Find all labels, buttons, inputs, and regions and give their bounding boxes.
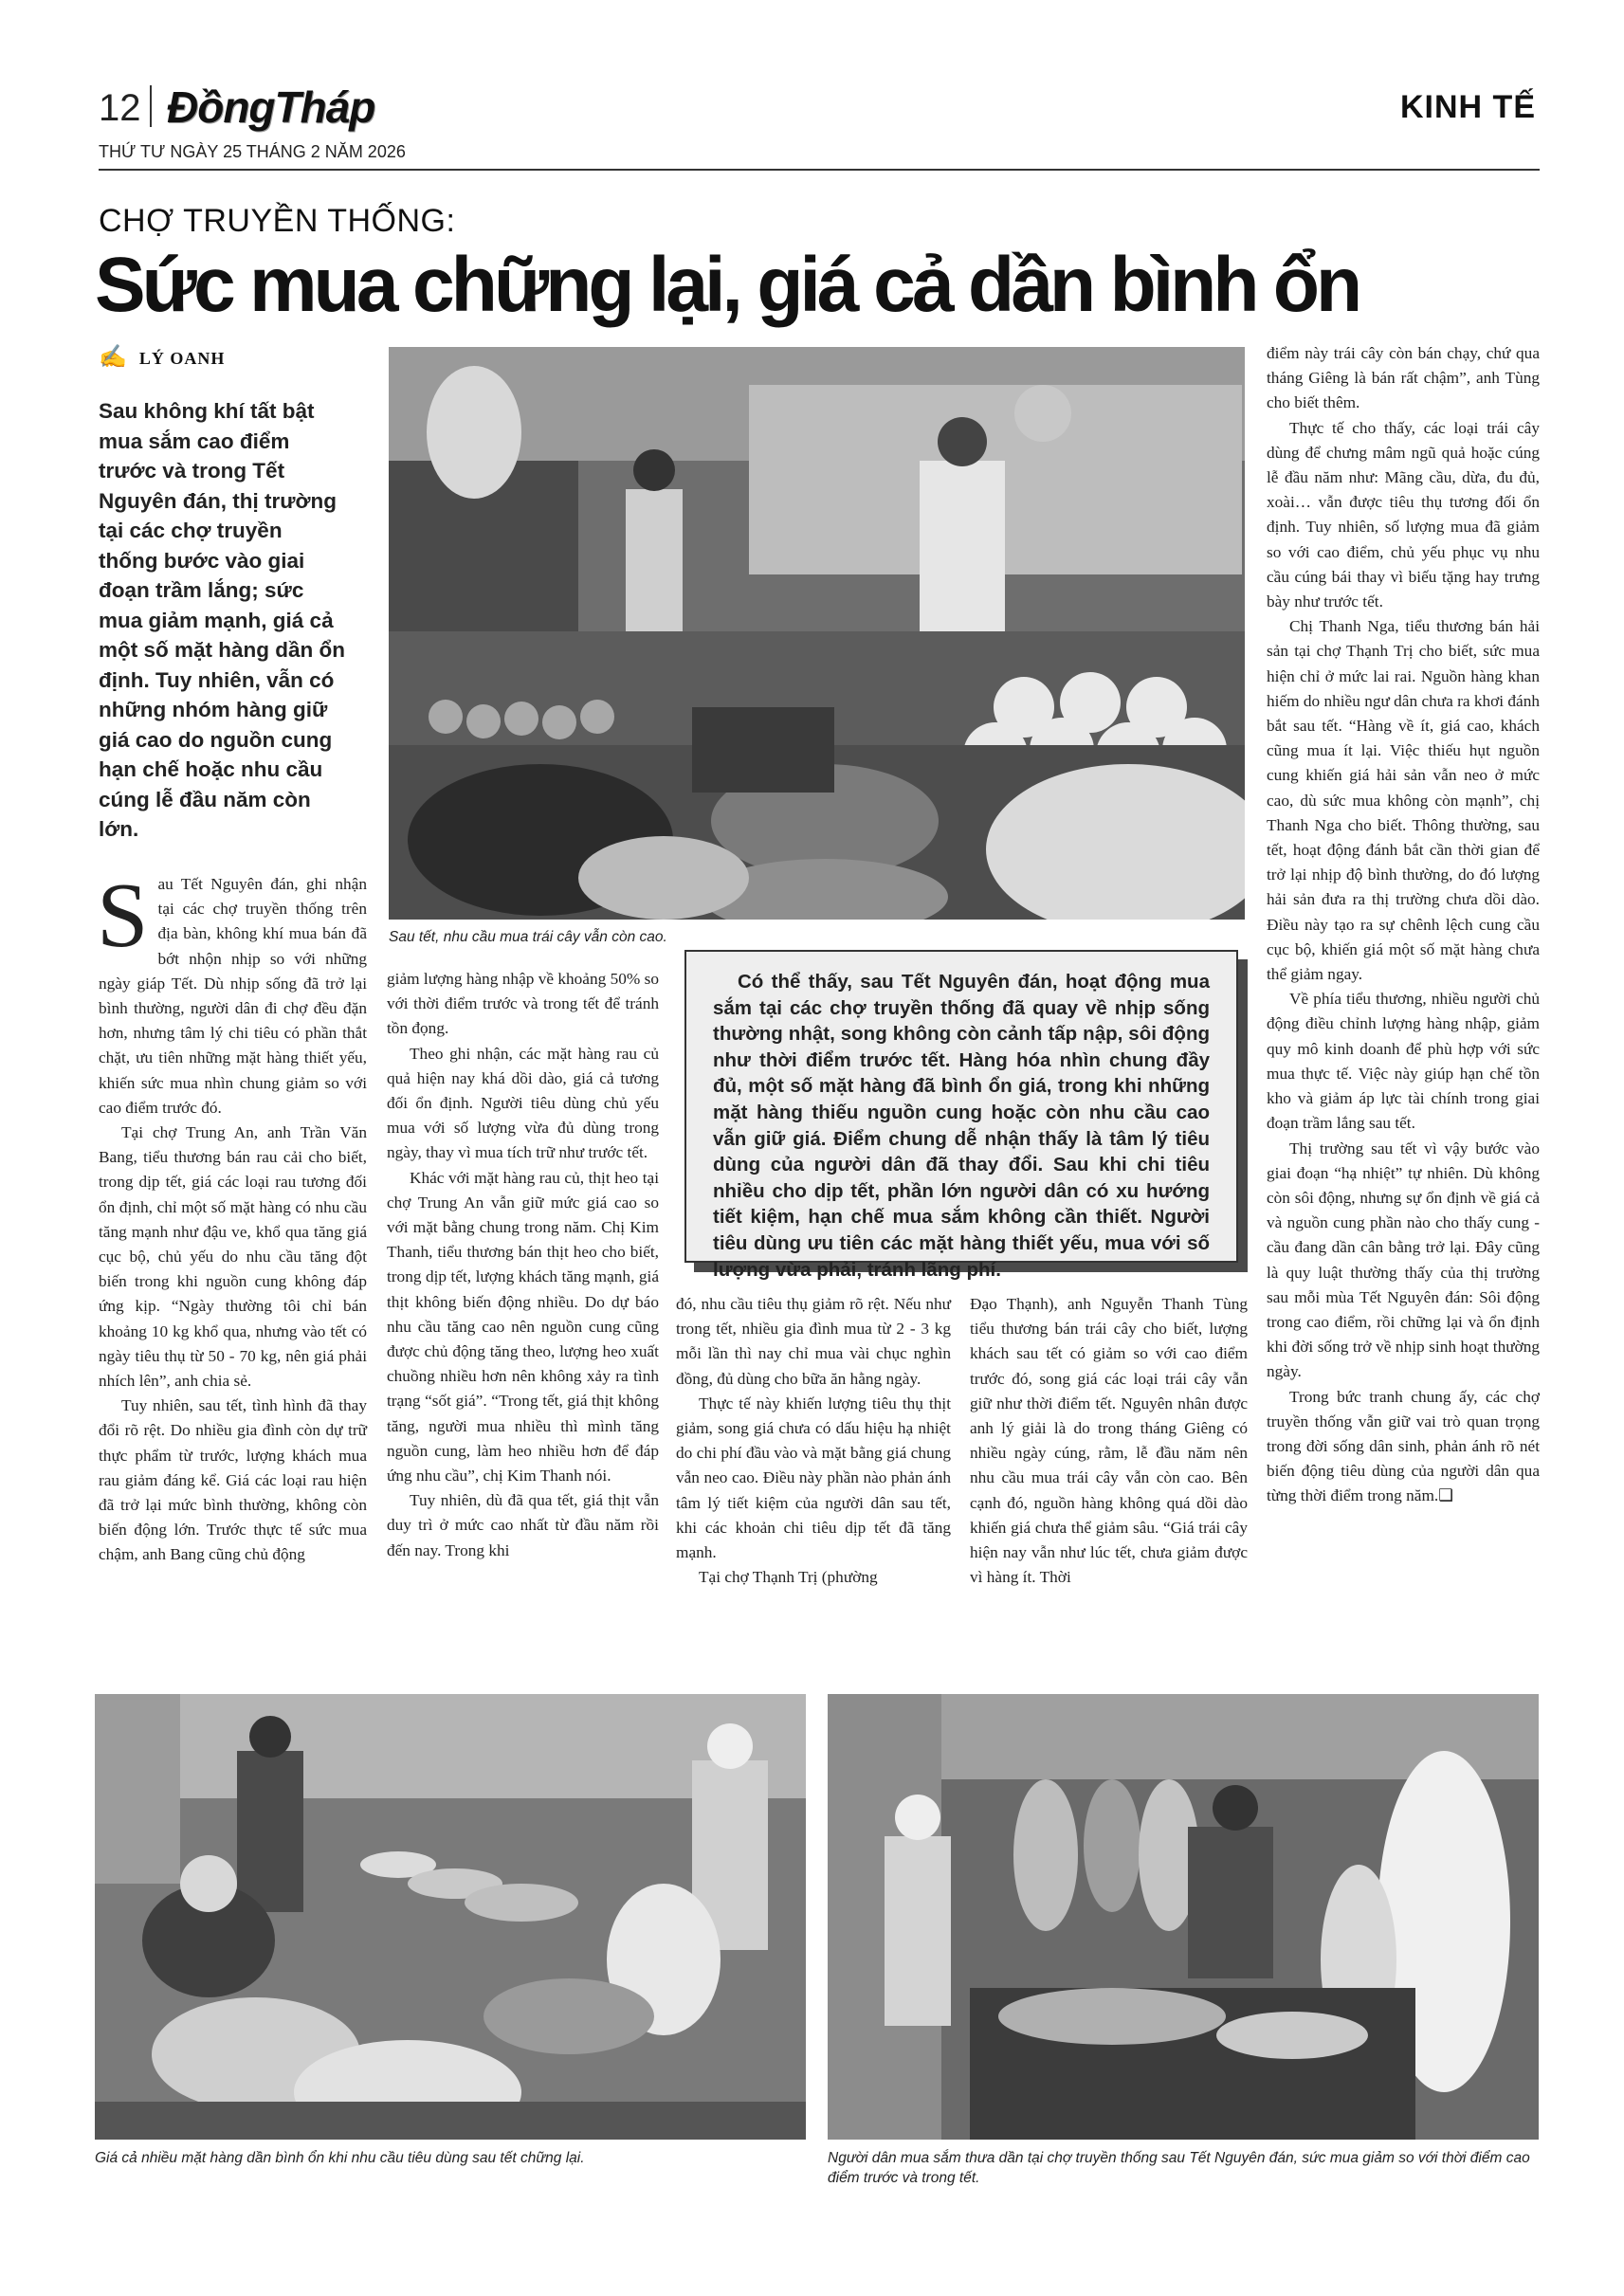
paragraph: au Tết Nguyên đán, ghi nhận tại các chợ truyền thống trên địa bàn, không khí mua bán đã bớt nhộn nhịp so với những ngày giáp Tết. Dù nhịp sống đã trở lại bình thường, người dân đi chợ đều đặn hơn, nhưng tâm lý chi tiêu có phần thắt chặt, ưu tiên những mặt hàng thiết yếu, khiến sức mua nhìn chung giảm so với cao điểm trước đó. [99,875,367,1117]
meat-stall-caption: Người dân mua sắm thưa dần tại chợ truyền thống sau Tết Nguyên đán, sức mua giảm so với thời điểm cao điểm trước và trong tết. [828,2150,1530,2186]
article-sapo: Sau không khí tất bật mua sắm cao điểm trước và trong Tết Nguyên đán, thị trường tại các chợ truyền thống bước vào giai đoạn trầm lắng; sức mua giảm mạnh, giá cả một số mặt hàng dần ổn định. Tuy nhiên, vẫn có những nhóm hàng giữ giá cao do nguồn cung hạn chế hoặc nhu cầu cúng lễ đầu năm còn lớn. [99,399,346,841]
body-column-3 [676,1292,951,1590]
meat-stall-photo [828,1694,1539,2140]
paragraph: điểm này trái cây còn bán chạy, chứ qua tháng Giêng là bán rất chậm”, anh Tùng cho biết thêm. [1267,344,1540,412]
article-kicker: CHỢ TRUYỀN THỐNG: [99,203,456,239]
drop-cap: S [97,865,149,967]
article-headline: Sức mua chững lại, giá cả dần bình ổn [95,242,1359,328]
paragraph: Trong bức tranh chung ấy, các chợ truyền thống vẫn giữ vai trò quan trọng trong đời sống dân sinh, phản ánh rõ nét biến động tiêu dùng của người dân qua từng thời điểm trong năm.❑ [1267,1387,1540,1505]
paragraph: Tại chợ Thạnh Trị (phường [699,1568,878,1587]
paragraph: Thị trường sau tết vì vậy bước vào giai đoạn “hạ nhiệt” tự nhiên. Dù không còn sôi động, nhưng sự ổn định về giá cả và nguồn cung phần nào cho thấy cung - cầu đang dần cân bằng trở lại. Đây cũng là quy luật thường thấy của thị trường sau mỗi mùa Tết Nguyên đán: Sôi động trong cao điểm, rồi chững lại và ổn định khi đời sống trở về nhịp sinh hoạt thường ngày. [1267,1139,1540,1381]
paragraph: đó, nhu cầu tiêu thụ giảm rõ rệt. Nếu như trong tết, nhiều gia đình mua từ 2 - 3 kg mỗi lần thì nay chỉ mua vài chục nghìn đồng, đủ dùng cho bữa ăn hằng ngày. [676,1295,951,1388]
fruit-stall-photo [389,347,1245,920]
page-number: 12 [99,87,141,129]
paragraph: Chị Thanh Nga, tiểu thương bán hải sản tại chợ Thạnh Trị cho biết, sức mua hiện chỉ ở mức lai rai. Nguồn hàng khan hiếm do nhiều ngư dân chưa ra khơi đánh bắt sau tết. “Hàng về ít, giá cao, khách cũng mua ít lại. Việc thiếu hụt nguồn cung khiến giá hải sản vẫn neo ở mức cao, dù sức mua không còn mạnh”, chị Thanh Nga cho biết. Thông thường, sau tết, hoạt động đánh bắt cần thời gian để trở lại nhịp độ bình thường, do đó lượng hải sản đưa ra thị trường chưa dồi dào. Điều này tạo ra sự chênh lệch cung cầu cục bộ, khiến giá một số mặt hàng chưa thể giảm ngay. [1267,617,1540,984]
pull-quote-text: Có thể thấy, sau Tết Nguyên đán, hoạt động mua sắm tại các chợ truyền thống đã quay về nhịp sống thường nhật, song không còn cảnh tấp nập, sôi động như thời điểm trước tết. Hàng hóa nhìn chung đầy đủ, một số mặt hàng đã bình ổn giá, trong khi những mặt hàng thiếu nguồn cung hoặc còn nhu cầu cao vẫn giữ giá. Điểm chung dễ nhận thấy là tâm lý tiêu dùng của người dân đã thay đổi. Sau khi chi tiêu nhiều cho dịp tết, phần lớn người dân có xu hướng tiết kiệm, hạn chế mua sắm không cần thiết. Người tiêu dùng ưu tiên các mặt hàng thiết yếu, mua với số lượng vừa phải, tránh lãng phí. [713,971,1210,1281]
header-rule [99,169,1540,171]
paragraph: Theo ghi nhận, các mặt hàng rau củ quả hiện nay khá dồi dào, giá cả tương đối ổn định. Người tiêu dùng chủ yếu mua với số lượng vừa đủ dùng trong ngày, thay vì mua tích trữ như trước tết. [387,1044,659,1162]
paragraph: Khác với mặt hàng rau củ, thịt heo tại chợ Trung An vẫn giữ mức giá cao so với mặt bằng chung trong năm. Chị Kim Thanh, tiểu thương bán thịt heo cho biết, trong dịp tết, lượng khách tăng mạnh, giá thịt không biến động nhiều. Do dự báo nhu cầu tăng cao nên nguồn cung cũng được chủ động tăng theo, lượng heo xuất chuồng nhiều hơn nên không xảy ra tình trạng “sốt giá”. “Trong tết, giá thịt không tăng, người mua nhiều thì mình tăng nguồn cung, làm heo nhiều hơn để đáp ứng nhu cầu”, chị Kim Thanh nói. [387,1168,659,1485]
paragraph: Tại chợ Trung An, anh Trần Văn Bang, tiểu thương bán rau cải cho biết, trong dịp tết, giá các loại rau tương đối ổn định, chỉ một số mặt hàng có nhu cầu tăng mạnh như đậu ve, khổ qua tăng giá cục bộ, chủ yếu do nhu cầu tăng đột biến trong khi nguồn cung không đáp ứng kịp. “Ngày thường tôi chỉ bán khoảng 10 kg khổ qua, nhưng vào tết có ngày tiêu thụ từ 50 - 70 kg, nên giá phải nhích lên”, anh chia sẻ. [99,1123,367,1391]
fruit-stall-caption: Sau tết, nhu cầu mua trái cây vẫn còn cao. [389,929,667,945]
header-separator [150,85,152,127]
masthead-logo: ĐồngTháp [167,82,375,132]
body-column-4 [970,1292,1248,1590]
paragraph: Thực tế này khiến lượng tiêu thụ thịt giảm, song giá chưa có dấu hiệu hạ nhiệt do chi phí đầu vào và mặt bằng giá chung vẫn neo cao. Điều này phần nào phản ánh tâm lý tiết kiệm của người dân sau tết, khi các khoản chi tiêu dịp tết đã tăng mạnh. [676,1394,951,1562]
market-vendors-photo [95,1694,806,2140]
paragraph: Tuy nhiên, sau tết, tình hình đã thay đổi rõ rệt. Do nhiều gia đình còn dự trữ thực phẩm từ trước, lượng khách mua rau giảm đáng kể. Giá các loại rau hiện đã trở lại mức bình thường, không còn biến động lớn. Trước thực tế sức mua chậm, anh Bang cũng chủ động [99,1396,367,1564]
paragraph: giảm lượng hàng nhập về khoảng 50% so với thời điểm trước và trong tết để tránh tồn đọng. [387,970,659,1038]
paragraph: Tuy nhiên, dù đã qua tết, giá thịt vẫn duy trì ở mức cao nhất từ đầu năm rồi đến nay. Trong khi [387,1491,659,1559]
body-column-1 [97,865,367,1568]
body-column-2 [387,967,659,1563]
paragraph: Về phía tiểu thương, nhiều người chủ động điều chỉnh lượng hàng nhập, giảm quy mô kinh doanh để phù hợp với sức mua thực tế. Việc này giúp hạn chế tồn kho và giảm áp lực tài chính trong giai đoạn trầm lắng sau tết. [1267,990,1540,1133]
article-byline [99,343,225,371]
body-column-5 [1267,341,1540,1509]
issue-date: THỨ TƯ NGÀY 25 THÁNG 2 NĂM 2026 [99,142,406,161]
market-vendors-caption: Giá cả nhiều mặt hàng dần bình ổn khi nhu cầu tiêu dùng sau tết chững lại. [95,2150,585,2166]
pen-icon: ✍ [99,345,128,370]
section-label: KINH TẾ [1400,89,1536,125]
paragraph: Thực tế cho thấy, các loại trái cây dùng để chưng mâm ngũ quả hoặc cúng lễ đầu năm như: Mãng cầu, dừa, đu đủ, xoài… vẫn được tiêu thụ tương đối ổn định. Tuy nhiên, số lượng mua đã giảm so với cao điểm, chủ yếu phục vụ nhu cầu cúng bái thay vì biếu tặng hay trưng bày như trước tết. [1267,418,1540,611]
paragraph: Đạo Thạnh), anh Nguyễn Thanh Tùng tiểu thương bán trái cây cho biết, lượng khách sau tết có giảm so với cao điểm trước đó, song giá các loại trái cây vẫn giữ như thời điểm tết. Nguyên nhân được anh lý giải là do trong tháng Giêng có nhiều ngày cúng, rằm, lễ đầu năm nên nhu cầu mua trái cây vẫn còn cao. Bên cạnh đó, nguồn hàng không quá dồi dào khiến giá chưa thể giảm sâu. “Giá trái cây hiện nay vẫn như lúc tết, chưa giảm được vì hàng ít. Thời [970,1295,1248,1587]
pull-quote-box [684,950,1238,1281]
author-name: LÝ OANH [138,349,226,368]
